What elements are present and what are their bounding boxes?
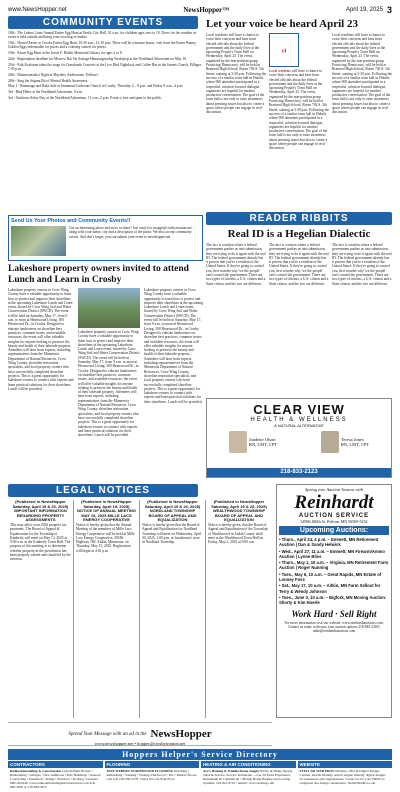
reader-ribbits-title: READER RIBBITS [249, 213, 349, 224]
event-item: 26th - Bluemoonsalist Night at Maydery Auditorium, Trellawf. [8, 72, 99, 77]
header-paper-name: NewsHopper™ [183, 6, 230, 14]
vote-headline: Let your voice be heard April 23 [206, 18, 358, 30]
helper-col-head: WEBSITE [298, 761, 393, 768]
auction-item: • Wed., April 27, 11 a.m. – Emmett, MN Firearm/Ammo Auction | Lynne Bliss [279, 548, 385, 559]
photo-placeholder-image [11, 226, 66, 256]
reinhardt-logo: Reinhardt [294, 492, 374, 513]
helper-column [8, 761, 103, 790]
vote-body-col2: Local residents will have a chance to voice their concerns and hear from elected officials about the federal government and the daily lives at the upcoming People's Town Hall on Wednesday, April 23. The event, organized by the non-partisan group Practicing Democracy, will be held at Brainerd High School, Room 702 S. 5th Street, starting at 5:30 p.m. Following the success of a similar town hall in Duluth, where 900 attendees participated in a respectful, solution-focused dialogue, organizers are hopeful for another productive conversation. The goal of the town hall is not only to raise awareness about pressing issues but also to create a space where people can engage in civil discussion. [269, 69, 329, 151]
person2-role: RN, LMT, CPT [340, 442, 370, 447]
reinhardt-sub: AUCTION SERVICE [298, 513, 370, 519]
ribbits-body-col3: The fact is a nation where a federal government pushes us into submission, they are trying to do it again with the real ID. The federal government already has it proven that you're a resident of the United States. If they're going to control you, first wonder why 'we the people' can't control the government. There are two types of citizens, a U.S. citizen and a State citizen, and the two are different. [332, 243, 392, 286]
header-date: April 19, 2025 [345, 7, 383, 13]
helper-business: Radke Remodeling & Construction [10, 769, 62, 773]
send-photos-box [8, 215, 203, 261]
auction-item: • Sat., May 17, 10 a.m. – Aitkin, MN Farm Sellout for Terry & Wendy Johnson [279, 583, 381, 594]
event-item: 3rd - Bird Hikes at the Northland Arboretum, 8 a.m. [8, 90, 83, 95]
header-page-number: 3 [386, 5, 392, 15]
ribbits-headline: Real ID is a Hegelian Dialectic [227, 228, 371, 240]
auction-item: • Tues., June 3, 10 a.m. – Bigfork, MN Moving Auction: Shorty & Kim Hoerle [279, 594, 387, 606]
clear-view-subtitle: HEALTH & WELLNESS [250, 417, 348, 423]
vote-body-col1: Local residents will have a chance to voice their concerns and hear from elected officials about the federal government and the daily lives at the upcoming People's Town Hall on Wednesday, April 23. The event, organized by the non-partisan group Practicing Democracy, will be held at Brainerd High School, Room 702 S. 5th Street, starting at 5:30 p.m. Following the success of a similar town hall in Duluth, where 900 attendees participated in a respectful, solution-focused dialogue, organizers are hopeful for another productive conversation. The goal of the town hall is not only to raise awareness about pressing issues but also to create a space where people can engage in civil discussion. [206, 33, 266, 115]
person2-photo [321, 431, 339, 453]
reinhardt-upcoming-title: Upcoming Auctions: [279, 526, 389, 535]
helper-col-head: FLOORING [105, 761, 200, 768]
vote-body-col3: Local residents will have a chance to voice their concerns and hear from elected officials about the federal government and the daily lives at the upcoming People's Town Hall on Wednesday, April 23. The event, organized by the non-partisan group Practicing Democracy, will be held at Brainerd High School, Room 702 S. 5th Street, starting at 5:30 p.m. Following the success of a similar town hall in Duluth, where 900 attendees participated in a respectful, solution-focused dialogue, organizers are hopeful for another productive conversation. The goal of the town hall is not only to raise awareness about pressing issues but also to create a space where people can engage in civil discussion. [332, 33, 392, 115]
spread-message-contact: www.newshopper.net • hopper@crosbyironton.net [94, 741, 186, 746]
legal-notices-banner [8, 484, 198, 497]
helper-col-head: HEATING & AIR CONDITIONING [201, 761, 296, 768]
helpers-directory-banner [8, 749, 392, 760]
vote-article [206, 18, 392, 211]
auction-item: • Thurs., May 1, 10 a.m. – Virginia, MN Retirement Farm Auction | Roger Nunning [279, 560, 389, 571]
auction-item: • Tues., May 6, 10 a.m. – Great Rapids, MN Estate of Lonney Foss [279, 571, 382, 583]
event-item: 19th - Hosted Easter at Crooks Easter Egg Hunt, 10:30 a.m.–12:30 p.m. There will be a bounce house, visit from the Easter Bunny, Golden Eggs redeemable for prizes and a coloring contest for prizes. [8, 41, 197, 50]
event-item: 18th - The Lakers Lions Annual Easter Egg Hunt at Emily City Hall, 10 a.m., for children ages zero to 10. Dress for the weather as event is held outside and bring your own bag or basket. [8, 31, 197, 40]
helper-column [201, 761, 296, 790]
megaphone-icon: 📢 [269, 33, 299, 67]
helper-business: Ace's Heating & Waddle Home Supply [203, 769, 260, 773]
helper-column [105, 761, 200, 790]
helpers-directory-title: Hoppers Helper's Service Directory [122, 750, 278, 759]
person1-role: RN, LMT, CPT [248, 442, 278, 447]
legal-col-body: Notice is hereby given that the Board of Appeal and Equalization for Nordland Township will meet on Wednesday, April 30, 2025, 1:00 p.m. at Sandstrom's store in Nordland Township. [142, 522, 202, 545]
helper-col-head: CONTRACTORS [8, 761, 103, 768]
helper-body: Websites, SEO & Digital Design. Custom, mobile friendly, search engine friendly, digital designs for businesses and organizations. Contact us for your FREE no obligation site design consultation. StellarWebPros.com [299, 769, 386, 785]
lakeshore-photo [78, 288, 140, 328]
reader-ribbits-article [206, 228, 392, 393]
legal-col-title: (Published in NewsHopper Saturday, April 19 & 26, 2025) NORDLAND TOWNSHIP BOARD OF APPEAL AND EQUALIZATION [144, 500, 201, 523]
person2-name: Teresa Jones [340, 437, 364, 442]
event-item: 28th - Sing the Stigma Bit of Mental Health Awareness. [8, 78, 89, 83]
legal-column [140, 500, 206, 718]
legal-notices-columns [8, 500, 272, 718]
lakeshore-body-col3: Lakeshore property owners in Crow Wing County have a valuable opportunity to learn how to protect and improve their shorelines at the upcoming Lakeshore Lunch and Learn event, hosted by Crow Wing Soil and Water Conservation District (SWCD). The event will be held on Saturday, May 17, from 9 a.m. to noon at Heartwood Living, 500 Heartwood Dr., in Crosby. Designed to educate landowners on shoreline best practices, common issues, and available resources, the event will offer valuable insights for anyone looking to preserve the beauty and health of their lakeside property. Attendees will hear from experts, including representatives from the Minnesota Department of Natural Resources, Crow Wing County, shoreline restoration specialists, and local property owners who have successfully completed shoreline projects. This is a great opportunity for lakeshore owners to connect with experts and learn practical solutions for their shorelines. Lunch will be provided. [144, 288, 203, 404]
auction-item: • Thurs., April 24, 4 p.m. – Emmett, MN Retirement Auction | Dan & Sandy Helwick [279, 537, 379, 548]
helpers-directory-columns [8, 761, 392, 790]
helper-business: STELLAR WEB PROS [299, 769, 334, 773]
ribbits-body-col2: The fact is a nation where a federal government pushes us into submission, they are trying to do it again with the real ID. The federal government already has it proven that you're a resident of the United States. If they're going to control you, first wonder why 'we the people' can't control the government. There are two types of citizens, a U.S. citizen and a State citizen, and the two are different. [269, 243, 329, 286]
lakeshore-body-col2: Lakeshore property owners in Crow Wing County have a valuable opportunity to learn how to protect and improve their shorelines at the upcoming Lakeshore Lunch and Learn event, hosted by Crow Wing Soil and Water Conservation District (SWCD). The event will be held on Saturday, May 17, from 9 a.m. to noon at Heartwood Living, 500 Heartwood Dr., in Crosby. Designed to educate landowners on shoreline best practices, common issues, and available resources, the event will offer valuable insights for anyone looking to preserve the beauty and health of their lakeside property. Attendees will hear from experts, including representatives from the Minnesota Department of Natural Resources, Crow Wing County, shoreline restoration specialists, and local property owners who have successfully completed shoreline projects. This is a great opportunity for lakeshore owners to connect with experts and learn practical solutions for their shorelines. Lunch will be provided. [78, 330, 140, 438]
clear-view-tagline: A NATURAL ALTERNATIVE [274, 423, 324, 428]
legal-col-body: This may affect your 2026 property tax payments. The Board of Appeal & Equalization for the Township of Kimberly will meet on May 13, 2025 at 9:00 a.m. at the Kimberly Town Hall. The purpose of this meeting is to determine whether property in the jurisdiction has been properly valued and classified by the assessor. [10, 522, 71, 562]
community-events-list [8, 31, 203, 211]
send-photos-text: Got an interesting photo and story to share? Just send it to moppe@crosbyironton.net, along with your name, city and a description of the photo. We also accept community events. And don't forget, you can submit your event to newshopper.net [69, 226, 193, 239]
spread-message-brand: NewsHopper [150, 728, 212, 740]
header-website: www.NewsHopper.net [8, 7, 67, 13]
reinhardt-slogan: Work Hard · Sell Right [291, 608, 377, 619]
event-item: 25th - Erik Koskinen takes the stage for Grasslands Concerts at the Live Bird Nightlock and Coffee Bar in the Jaunes Church, Pillager. 7:30 p.m. [8, 62, 202, 72]
reinhardt-address: 34996 480th St. Pelican, MN 56569-5234 [300, 519, 368, 524]
event-item: May 1 - Rummage and Bake Sale at Immanuel Lutheran Church in Crosby. Thursday 4 – 8 p.m. and Friday 8 a.m.–4 p.m. [8, 84, 184, 89]
helper-column [298, 761, 393, 790]
lakeshore-body-col1: Lakeshore property owners in Crow Wing County have a valuable opportunity to learn how to protect and improve their shorelines at the upcoming Lakeshore Lunch and Learn event, hosted by Crow Wing Soil and Water Conservation District (SWCD). The event will be held on Saturday, May 17, from 9 a.m. to noon at Heartwood Living, 500 Heartwood Dr., in Crosby. Designed to educate landowners on shoreline best practices, common issues, and available resources, the event will offer valuable insights for anyone looking to preserve the beauty and health of their lakeside property. Attendees will hear from experts, including representatives from the Minnesota Department of Natural Resources, Crow Wing County, shoreline restoration specialists, and local property owners who have successfully completed shoreline projects. This is a great opportunity for lakeshore owners to connect with experts and learn practical solutions for their shorelines. Lunch will be provided. [8, 288, 74, 391]
event-item: 19th - Easter Egg Hunt at the Jessie F. Hallett Memorial Library for ages 2 to 8. [8, 51, 123, 56]
community-events-title: COMMUNITY EVENTS [42, 17, 164, 28]
send-photos-title: Send Us Your Photos and Community Events!! [11, 218, 131, 224]
legal-col-title: (Published in NewsHopper Saturday, April 19 & 26, 2025) IMPORTANT INFORMATION REGARDING PROPERTY ASSESSMENTS [12, 500, 69, 523]
lakeshore-headline: Lakeshore property owners invited to attend Lunch and Learn in Crosby [8, 264, 189, 285]
helper-body: Installing • Refinishing • Sanding • Waxing. Hardwood • Tile • Rubber Floors. Call Jeff 218-330-2578. Chaos We Cut Your Floor [106, 769, 197, 781]
legal-notices-title: LEGAL NOTICES [56, 485, 150, 496]
legal-column [206, 500, 272, 718]
page-header [8, 6, 392, 14]
helper-body: Custom Built Homes • Remodeling • Garages • New Additions • Pole Buildings • General Contracting • Insulation • Siding • Windows • Roofing. Licensed #BC-601949. www.radkeremodelingandconstruction.com 218-820-2630 or 218-838-4553 [10, 769, 101, 789]
person1-photo [229, 431, 247, 453]
clear-view-phone: 218-833-2123 [207, 468, 391, 477]
helper-body: HVAC & Home Supply Sales & Service. Service Technician – over 30 Years Experience. Residential & Commercial • Mobile Home Heating and Cooling Systems. 218-821-9710 • Aitkin • Ace's heating.com [203, 769, 293, 785]
reinhardt-ad [276, 484, 392, 718]
spread-message-text: Spread Your Message with an ad in the [68, 731, 147, 737]
person1-name: Jaudette Olson [248, 437, 276, 442]
ribbits-body-col1: The fact is a nation where a federal government pushes us into submission, they are trying to do it again with the real ID. The federal government already has it proven that you're a resident of the United States. If they're going to control you, first wonder why 'we the people' can't control the government. There are two types of citizens, a U.S. citizen and a State citizen, and the two are different. [206, 243, 266, 286]
legal-column [8, 500, 74, 718]
legal-col-title: (Published in NewsHopper Saturday, April 19, 2025) NOTICE OF ANNUAL MEETING MAY 15, 2025 MILLE LACS ENERGY COOPERATIVE [77, 500, 136, 523]
lakeshore-article [8, 264, 203, 438]
event-item: 3rd - Outdoors Arbor Day at the Northland Arboretum, 11 a.m.–2 p.m. Event is free and open to the public. [8, 96, 163, 101]
clear-view-title: CLEAR VIEW [253, 402, 345, 417]
legal-col-body: Notice is hereby given that the Annual Meeting of the members of Mille Lacs Energy Cooperative will be held at Mille Lacs Energy Cooperative, 29186 Highway 169, Aitkin, Minnesota, on Thursday, May 15, 2025. Registration will begin at 4:30 p.m. [76, 522, 135, 553]
event-item: 24th - Registration deadline for Morrow Bat Vet Satsage Hammogenolog Workshop at the Northland Arboretum on May 10. [8, 56, 187, 61]
reinhardt-footer: For more information visit our website: www.reinhardtauctions.com. Contact us today to discuss your auction options 218-845-2360 | mike@reinhardtauctions.com [284, 620, 384, 634]
helper-business: JEFF WEBERS NORTHWOOD FLOORING [106, 769, 174, 773]
reader-ribbits-banner [206, 212, 392, 225]
legal-column [74, 500, 140, 718]
reinhardt-intro: Spring into Auction Season with [305, 487, 363, 492]
auction-list [279, 537, 389, 606]
legal-col-body: Notice is hereby given, that the Board of Appeal and Equalization of the Township of Wealthwood in Aitkin County shall meet at the Wealthwood Town Hall on Friday, May 2, 2025 at 9:00 a.m. [208, 522, 268, 545]
legal-col-title: (Published in NewsHopper Saturday, April 19 & 26, 2025) WEALTHWOOD TOWNSHIP BOARD OF APPEAL AND EQUALIZATION [211, 500, 267, 523]
clear-view-ad [206, 398, 392, 478]
community-events-banner [8, 16, 198, 29]
